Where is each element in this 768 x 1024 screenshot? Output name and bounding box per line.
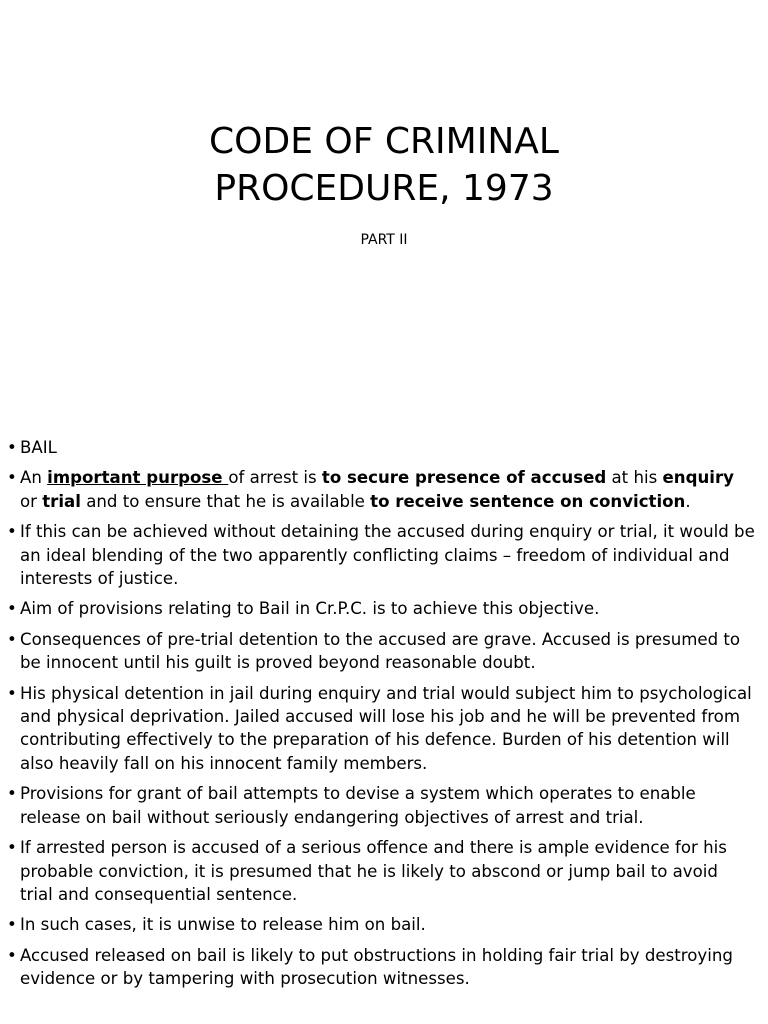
bullet-obstructions: • Accused released on bail is likely to put obstructions in holding fair trial by destroying evidence or by tampering with prosecution witnesses. [7,944,755,991]
bullet-ideal-blending: • If this can be achieved without detaining the accused during enquiry or trial, it would be an ideal blending of the two apparently conflicting claims – freedom of individual and interests of justice. [7,520,755,590]
bullet-unwise-release: • In such cases, it is unwise to release him on bail. [7,913,755,936]
slide-title [0,118,768,212]
bullet-serious-offence: • If arrested person is accused of a serious offence and there is ample evidence for his probable conviction, it is presumed that he is likely to abscond or jump bail to avoid trial and consequential sentence. [7,836,755,906]
text-run: An [20,468,48,488]
emphasis-bold: enquiry [662,468,734,488]
text-run: and to ensure that he is available [80,491,371,511]
bullet-aim-of-provisions: • Aim of provisions relating to Bail in Cr.P.C. is to achieve this objective. [7,597,755,620]
bullet-bail-heading: • BAIL [7,436,755,459]
emphasis-bold: to secure presence of accused [321,468,607,488]
bullet-list [7,436,755,998]
text-run: . [685,491,691,511]
emphasis-bold: to receive sentence on conviction [370,491,686,511]
title-line-2: PROCEDURE, 1973 [214,168,554,209]
text-run: or [20,491,43,511]
bullet-consequences: • Consequences of pre-trial detention to the accused are grave. Accused is presumed to be innocent until his guilt is proved beyond reasonable doubt. [7,628,755,675]
bullet-physical-detention: • His physical detention in jail during enquiry and trial would subject him to psychological and physical deprivation. Jailed accused will lose his job and he will be prevented from contributing effectively to the preparation of his defence. Burden of his detention will also heavily fall on his innocent family members. [7,682,755,776]
emphasis-underlined: important purpose [47,468,229,488]
bullet-grant-of-bail: • Provisions for grant of bail attempts to devise a system which operates to enable release on bail without seriously endangering objectives of arrest and trial. [7,782,755,829]
title-line-1: CODE OF CRIMINAL [209,121,559,162]
bullet-purpose-of-arrest [7,466,755,513]
emphasis-bold: trial [42,491,81,511]
text-run: of arrest is [228,468,322,488]
text-run: at his [606,468,663,488]
slide-subtitle: PART II [360,232,408,248]
